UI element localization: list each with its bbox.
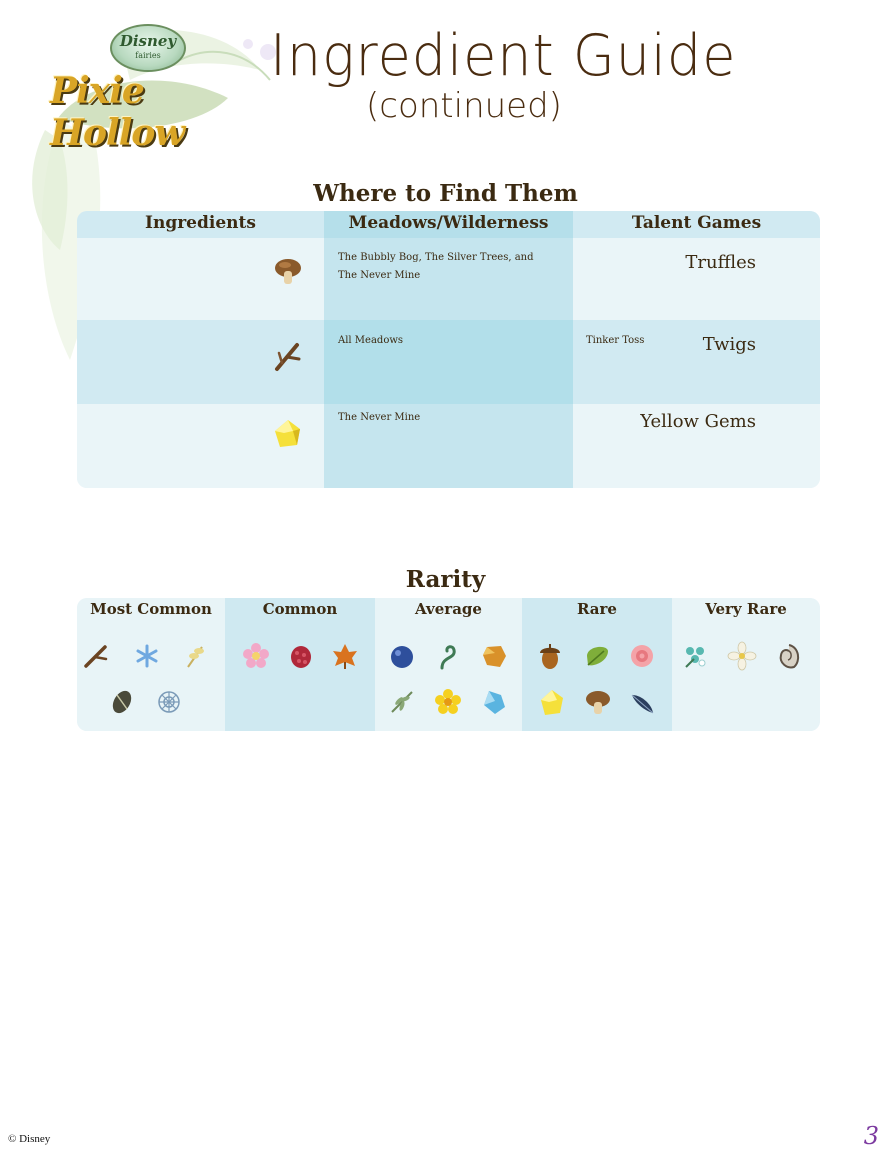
rarity-column-common bbox=[225, 598, 375, 731]
green-leaf-icon bbox=[582, 641, 612, 671]
twig-icon bbox=[271, 339, 305, 373]
ingredient-name: Yellow Gems bbox=[640, 411, 756, 432]
column-header-meadows: Meadows/Wilderness bbox=[348, 213, 549, 233]
yellow-gem-icon bbox=[271, 417, 305, 451]
rarity-label: Average bbox=[415, 600, 482, 618]
ingredient-name: Truffles bbox=[685, 252, 756, 273]
white-flower-icon bbox=[727, 641, 757, 671]
pink-rose-icon bbox=[627, 641, 657, 671]
twig-icon bbox=[81, 641, 111, 671]
column-header-ingredients: Ingredients bbox=[145, 213, 256, 233]
meadows-cell: The Bubbly Bog, The Silver Trees, and The Never Mine bbox=[338, 252, 534, 281]
rarity-column-very-rare bbox=[672, 598, 820, 731]
teal-blossom-icon bbox=[680, 641, 710, 671]
copyright-text: © Disney bbox=[8, 1133, 51, 1145]
spiderweb-icon bbox=[154, 687, 184, 717]
meadows-cell: All Meadows bbox=[338, 335, 404, 346]
wheat-icon bbox=[180, 641, 210, 671]
page-title: Ingredient Guide bbox=[270, 22, 737, 89]
blue-crystal-icon bbox=[479, 687, 509, 717]
amber-nugget-icon bbox=[479, 641, 509, 671]
fern-curl-icon bbox=[434, 641, 464, 671]
find-section-title: Where to Find Them bbox=[313, 180, 578, 207]
berry-icon bbox=[286, 641, 316, 671]
rarity-label: Common bbox=[262, 600, 338, 618]
rarity-column-average bbox=[375, 598, 522, 731]
rarity-column-most-common bbox=[77, 598, 225, 731]
grass-sprig-icon bbox=[387, 687, 417, 717]
seed-icon bbox=[107, 687, 137, 717]
yellow-gem-icon bbox=[537, 687, 567, 717]
yellow-flower-icon bbox=[433, 687, 463, 717]
pixie-hollow-logo bbox=[48, 18, 238, 154]
mushroom-icon bbox=[583, 687, 613, 717]
rarity-label: Rare bbox=[577, 600, 617, 618]
rarity-column-rare bbox=[522, 598, 672, 731]
rarity-label: Most Common bbox=[90, 600, 212, 618]
snowflake-icon bbox=[132, 641, 162, 671]
blueberry-icon bbox=[387, 641, 417, 671]
ingredient-name: Twigs bbox=[702, 334, 756, 355]
page-subtitle: (continued) bbox=[366, 86, 562, 126]
page-number: 3 bbox=[863, 1122, 879, 1150]
fairies-logo-text: fairies bbox=[135, 51, 161, 60]
where-to-find-table bbox=[77, 211, 820, 488]
column-header-talent-games: Talent Games bbox=[631, 213, 762, 233]
rarity-section-title: Rarity bbox=[405, 566, 486, 593]
rarity-table bbox=[77, 598, 820, 731]
acorn-icon bbox=[535, 641, 565, 671]
pink-flower-icon bbox=[241, 641, 271, 671]
shell-icon bbox=[774, 641, 804, 671]
autumn-leaf-icon bbox=[330, 641, 360, 671]
disney-logo-text: Disney bbox=[119, 32, 177, 50]
mushroom-icon bbox=[271, 255, 305, 289]
rarity-label: Very Rare bbox=[705, 600, 787, 618]
feather-icon bbox=[627, 687, 657, 717]
pixie-hollow-logo-text: Pixie Hollow bbox=[50, 70, 185, 154]
talent-games-cell: Tinker Toss bbox=[586, 335, 645, 346]
meadows-cell: The Never Mine bbox=[338, 412, 421, 423]
disney-badge bbox=[110, 24, 186, 72]
